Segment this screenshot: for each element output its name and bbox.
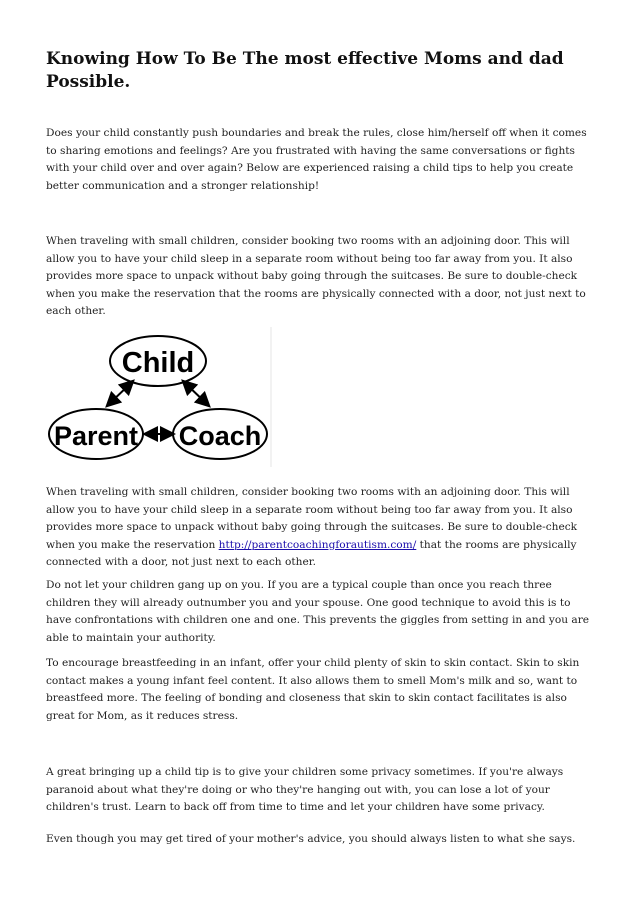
paragraph-traveling-link	[46, 484, 594, 572]
page-title: Knowing How To Be The most effective Moms and dad Possible.	[46, 49, 564, 92]
parentcoaching-link[interactable]: http://parentcoachingforautism.com/	[218, 538, 417, 551]
child-parent-coach-diagram	[46, 327, 274, 467]
paragraph-gang-up: Do not let your children gang up on you. If you are a typical couple than once you reach three children they will already outnumber you and your spouse. One good technique to avoid this is to have confrontations with children one and one. This prevents the giggles from setting in and you are able to maintain your authority.	[46, 579, 590, 644]
paragraph-text-after-link: that the rooms are physically connected with a door, not just next to each other.	[46, 538, 577, 569]
arrow-child-coach	[184, 382, 208, 405]
arrow-child-parent	[108, 382, 132, 405]
coach-label: Coach	[178, 421, 262, 451]
paragraph-mother-advice: Even though you may get tired of your mother's advice, you should always listen to what she says.	[46, 833, 576, 845]
paragraph-breastfeeding: To encourage breastfeeding in an infant, offer your child plenty of skin to skin contact. Skin to skin contact makes a young infant feel content. It also allows them to smell Mom's milk and so, want to breastfeed more. The feeling of bonding and closeness that skin to skin contact facilitates is also great for Mom, as it reduces stress.	[46, 657, 580, 722]
parent-label: Parent	[53, 421, 139, 451]
paragraph-traveling: When traveling with small children, consider booking two rooms with an adjoining door. This will allow you to have your child sleep in a separate room without being too far away from you. It also provides more space to unpack without baby going through the suitcases. Be sure to double-check when you make the reservation that the rooms are physically connected with a door, not just next to each other.	[46, 235, 586, 318]
paragraph-text-before-link: When traveling with small children, consider booking two rooms with an adjoining door. This will allow you to have your child sleep in a separate room without being too far away from you. It also provides more space to unpack without baby going through the suitcases. Be sure to double-check when you make the reservation	[46, 486, 578, 551]
child-label: Child	[121, 347, 195, 379]
paragraph-privacy: A great bringing up a child tip is to give your children some privacy sometimes. If you're always paranoid about what they're doing or who they're hanging out with, you can lose a lot of your children's trust. Learn to back off from time to time and let your children have some privacy.	[46, 766, 564, 814]
intro-paragraph: Does your child constantly push boundaries and break the rules, close him/herself off when it comes to sharing emotions and feelings? Are you frustrated with having the same conversations or fights with your child over and over again? Below are experienced raising a child tips to help you create better communication and a stronger relationship!	[46, 127, 587, 192]
